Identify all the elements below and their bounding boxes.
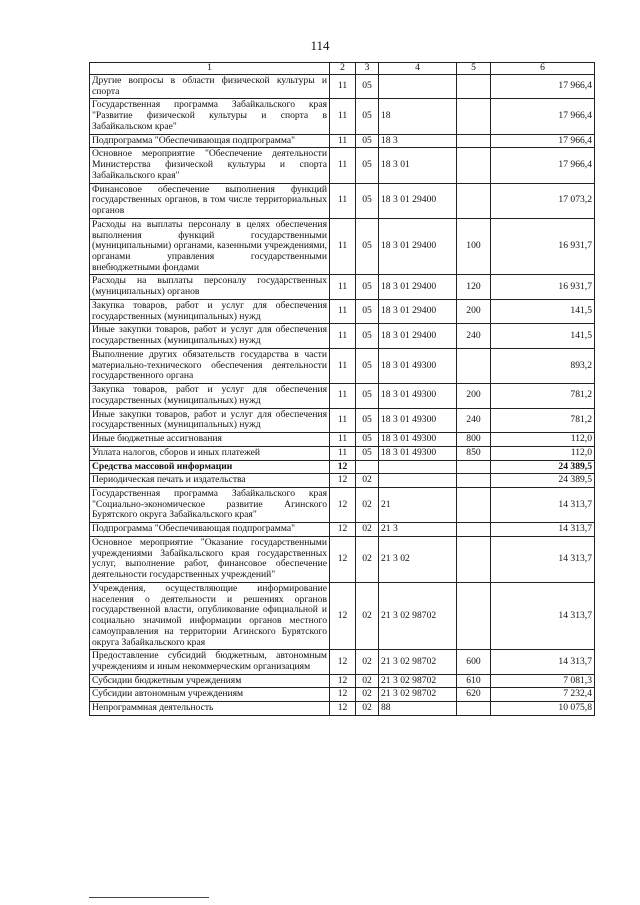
row-target-code-cell: 21 3 02 bbox=[379, 536, 457, 582]
row-section-cell: 12 bbox=[330, 688, 356, 702]
row-expense-type-cell: 620 bbox=[457, 688, 491, 702]
row-name-cell: Средства массовой информации bbox=[90, 460, 330, 474]
row-name-cell: Государственная программа Забайкальского края "Социально-экономическое развитие Агинского Бурятского округа Забайкальского края" bbox=[90, 487, 330, 522]
row-expense-type-cell: 100 bbox=[457, 218, 491, 275]
row-amount-cell: 17 073,2 bbox=[491, 183, 595, 218]
table-row bbox=[90, 384, 595, 408]
row-name-cell: Подпрограмма "Обеспечивающая подпрограмма" bbox=[90, 523, 330, 537]
row-subsection-cell: 02 bbox=[356, 536, 379, 582]
page-number: 114 bbox=[310, 38, 330, 53]
row-target-code-cell: 18 3 01 29400 bbox=[379, 218, 457, 275]
row-name-cell: Финансовое обеспечение выполнения функций государственных органов, в том числе территориальных органов bbox=[90, 183, 330, 218]
table-row bbox=[90, 348, 595, 383]
row-amount-cell: 17 966,4 bbox=[491, 99, 595, 134]
row-amount-cell: 893,2 bbox=[491, 348, 595, 383]
row-section-cell: 11 bbox=[330, 433, 356, 447]
table-row bbox=[90, 148, 595, 183]
row-amount-cell: 112,0 bbox=[491, 446, 595, 460]
row-amount-cell: 14 313,7 bbox=[491, 582, 595, 649]
row-name-cell: Субсидии бюджетным учреждениям bbox=[90, 674, 330, 688]
header-col-2: 2 bbox=[330, 63, 356, 75]
row-target-code-cell: 21 3 02 98702 bbox=[379, 688, 457, 702]
row-expense-type-cell bbox=[457, 348, 491, 383]
row-amount-cell: 17 966,4 bbox=[491, 134, 595, 148]
row-subsection-cell: 02 bbox=[356, 582, 379, 649]
row-target-code-cell: 18 3 01 49300 bbox=[379, 384, 457, 408]
header-col-6: 6 bbox=[491, 63, 595, 75]
row-amount-cell: 141,5 bbox=[491, 299, 595, 323]
row-expense-type-cell bbox=[457, 148, 491, 183]
table-row bbox=[90, 183, 595, 218]
row-name-cell: Закупка товаров, работ и услуг для обеспечения государственных (муниципальных) нужд bbox=[90, 384, 330, 408]
row-expense-type-cell bbox=[457, 75, 491, 99]
row-section-cell: 11 bbox=[330, 446, 356, 460]
table-row bbox=[90, 99, 595, 134]
row-section-cell: 11 bbox=[330, 408, 356, 432]
table-row bbox=[90, 408, 595, 432]
row-expense-type-cell: 120 bbox=[457, 275, 491, 299]
row-expense-type-cell bbox=[457, 134, 491, 148]
row-section-cell: 12 bbox=[330, 460, 356, 474]
row-amount-cell: 17 966,4 bbox=[491, 148, 595, 183]
table-row bbox=[90, 299, 595, 323]
table-row bbox=[90, 218, 595, 275]
row-target-code-cell: 88 bbox=[379, 702, 457, 716]
row-amount-cell: 112,0 bbox=[491, 433, 595, 447]
row-name-cell: Расходы на выплаты персоналу в целях обеспечения выполнения функций государственными (муниципальными) органами, казенными учреждениями, органами управления государственными внебюджетными фондами bbox=[90, 218, 330, 275]
row-section-cell: 12 bbox=[330, 702, 356, 716]
row-section-cell: 12 bbox=[330, 523, 356, 537]
row-subsection-cell: 05 bbox=[356, 148, 379, 183]
row-subsection-cell: 05 bbox=[356, 275, 379, 299]
row-subsection-cell: 02 bbox=[356, 523, 379, 537]
row-target-code-cell bbox=[379, 460, 457, 474]
row-amount-cell: 7 081,3 bbox=[491, 674, 595, 688]
row-target-code-cell: 18 3 01 49300 bbox=[379, 433, 457, 447]
row-amount-cell: 781,2 bbox=[491, 384, 595, 408]
row-amount-cell: 14 313,7 bbox=[491, 650, 595, 674]
row-expense-type-cell: 800 bbox=[457, 433, 491, 447]
table-row bbox=[90, 582, 595, 649]
row-subsection-cell: 05 bbox=[356, 408, 379, 432]
row-name-cell: Подпрограмма "Обеспечивающая подпрограмма" bbox=[90, 134, 330, 148]
footnote-divider bbox=[89, 897, 209, 898]
row-section-cell: 12 bbox=[330, 536, 356, 582]
row-target-code-cell: 21 3 02 98702 bbox=[379, 650, 457, 674]
row-expense-type-cell bbox=[457, 460, 491, 474]
row-expense-type-cell bbox=[457, 702, 491, 716]
row-amount-cell: 10 075,8 bbox=[491, 702, 595, 716]
row-subsection-cell: 05 bbox=[356, 446, 379, 460]
row-subsection-cell: 05 bbox=[356, 299, 379, 323]
row-name-cell: Непрограммная деятельность bbox=[90, 702, 330, 716]
table-row bbox=[90, 536, 595, 582]
row-section-cell: 11 bbox=[330, 348, 356, 383]
table-row bbox=[90, 650, 595, 674]
row-amount-cell: 16 931,7 bbox=[491, 218, 595, 275]
row-target-code-cell: 21 3 02 98702 bbox=[379, 674, 457, 688]
row-expense-type-cell: 240 bbox=[457, 408, 491, 432]
row-expense-type-cell bbox=[457, 536, 491, 582]
row-section-cell: 12 bbox=[330, 487, 356, 522]
row-target-code-cell: 18 3 01 29400 bbox=[379, 299, 457, 323]
row-name-cell: Учреждения, осуществляющие информирование населения о деятельности и решениях органов государственной власти, опубликование официальной и социально значимой информации органов местного самоуправления на территории Агинского Бурятского округа Забайкальского края bbox=[90, 582, 330, 649]
row-section-cell: 11 bbox=[330, 75, 356, 99]
row-name-cell: Расходы на выплаты персоналу государственных (муниципальных) органов bbox=[90, 275, 330, 299]
row-target-code-cell: 18 3 01 49300 bbox=[379, 446, 457, 460]
row-section-cell: 12 bbox=[330, 474, 356, 488]
table-row bbox=[90, 474, 595, 488]
row-target-code-cell: 21 bbox=[379, 487, 457, 522]
row-name-cell: Основное мероприятие "Оказание государственными учреждениями Забайкальского края государственных услуг, выполнение работ, финансовое обеспечение деятельности государственных учреждений" bbox=[90, 536, 330, 582]
row-name-cell: Государственная программа Забайкальского края "Развитие физической культуры и спорта в Забайкальском крае" bbox=[90, 99, 330, 134]
row-subsection-cell: 02 bbox=[356, 688, 379, 702]
table-row bbox=[90, 446, 595, 460]
row-name-cell: Иные закупки товаров, работ и услуг для обеспечения государственных (муниципальных) нужд bbox=[90, 408, 330, 432]
row-subsection-cell: 05 bbox=[356, 324, 379, 348]
row-name-cell: Субсидии автономным учреждениям bbox=[90, 688, 330, 702]
row-amount-cell: 14 313,7 bbox=[491, 487, 595, 522]
table-row bbox=[90, 134, 595, 148]
table-row bbox=[90, 702, 595, 716]
row-subsection-cell: 05 bbox=[356, 433, 379, 447]
row-target-code-cell: 18 3 01 bbox=[379, 148, 457, 183]
row-expense-type-cell: 850 bbox=[457, 446, 491, 460]
row-subsection-cell: 05 bbox=[356, 218, 379, 275]
row-section-cell: 11 bbox=[330, 384, 356, 408]
row-section-cell: 11 bbox=[330, 134, 356, 148]
row-section-cell: 11 bbox=[330, 183, 356, 218]
row-subsection-cell: 05 bbox=[356, 348, 379, 383]
row-name-cell: Предоставление субсидий бюджетным, автономным учреждениям и иным некоммерческим организациям bbox=[90, 650, 330, 674]
row-subsection-cell: 05 bbox=[356, 384, 379, 408]
row-subsection-cell: 02 bbox=[356, 474, 379, 488]
row-target-code-cell: 18 3 01 29400 bbox=[379, 183, 457, 218]
row-name-cell: Закупка товаров, работ и услуг для обеспечения государственных (муниципальных) нужд bbox=[90, 299, 330, 323]
row-target-code-cell: 18 3 01 29400 bbox=[379, 324, 457, 348]
table-row bbox=[90, 523, 595, 537]
header-col-3: 3 bbox=[356, 63, 379, 75]
row-expense-type-cell bbox=[457, 523, 491, 537]
row-subsection-cell: 02 bbox=[356, 702, 379, 716]
row-section-cell: 11 bbox=[330, 324, 356, 348]
row-subsection-cell: 02 bbox=[356, 650, 379, 674]
row-expense-type-cell: 200 bbox=[457, 299, 491, 323]
row-target-code-cell: 18 3 01 49300 bbox=[379, 408, 457, 432]
table-row bbox=[90, 674, 595, 688]
row-section-cell: 12 bbox=[330, 674, 356, 688]
table-row bbox=[90, 688, 595, 702]
row-target-code-cell: 18 3 01 29400 bbox=[379, 275, 457, 299]
table-row bbox=[90, 487, 595, 522]
row-expense-type-cell bbox=[457, 99, 491, 134]
row-subsection-cell: 05 bbox=[356, 75, 379, 99]
row-expense-type-cell: 240 bbox=[457, 324, 491, 348]
row-amount-cell: 24 389,5 bbox=[491, 474, 595, 488]
budget-table bbox=[89, 62, 595, 716]
row-amount-cell: 17 966,4 bbox=[491, 75, 595, 99]
row-section-cell: 11 bbox=[330, 299, 356, 323]
row-target-code-cell: 21 3 bbox=[379, 523, 457, 537]
row-name-cell: Уплата налогов, сборов и иных платежей bbox=[90, 446, 330, 460]
row-expense-type-cell bbox=[457, 183, 491, 218]
row-name-cell: Иные закупки товаров, работ и услуг для обеспечения государственных (муниципальных) нужд bbox=[90, 324, 330, 348]
row-section-cell: 11 bbox=[330, 275, 356, 299]
row-name-cell: Основное мероприятие "Обеспечение деятельности Министерства физической культуры и спорта Забайкальского края" bbox=[90, 148, 330, 183]
row-amount-cell: 24 389,5 bbox=[491, 460, 595, 474]
row-amount-cell: 141,5 bbox=[491, 324, 595, 348]
table-header-row bbox=[90, 63, 595, 75]
row-expense-type-cell bbox=[457, 582, 491, 649]
row-amount-cell: 14 313,7 bbox=[491, 523, 595, 537]
row-name-cell: Другие вопросы в области физической культуры и спорта bbox=[90, 75, 330, 99]
row-target-code-cell: 18 bbox=[379, 99, 457, 134]
row-subsection-cell: 05 bbox=[356, 183, 379, 218]
row-expense-type-cell bbox=[457, 474, 491, 488]
row-target-code-cell bbox=[379, 75, 457, 99]
row-amount-cell: 781,2 bbox=[491, 408, 595, 432]
header-col-5: 5 bbox=[457, 63, 491, 75]
table-row bbox=[90, 275, 595, 299]
row-expense-type-cell: 600 bbox=[457, 650, 491, 674]
row-target-code-cell: 21 3 02 98702 bbox=[379, 582, 457, 649]
row-amount-cell: 14 313,7 bbox=[491, 536, 595, 582]
table-body bbox=[90, 75, 595, 716]
row-subsection-cell: 05 bbox=[356, 99, 379, 134]
table-row bbox=[90, 75, 595, 99]
row-subsection-cell bbox=[356, 460, 379, 474]
row-subsection-cell: 05 bbox=[356, 134, 379, 148]
row-target-code-cell: 18 3 bbox=[379, 134, 457, 148]
row-name-cell: Периодическая печать и издательства bbox=[90, 474, 330, 488]
header-col-4: 4 bbox=[379, 63, 457, 75]
row-section-cell: 12 bbox=[330, 582, 356, 649]
row-amount-cell: 7 232,4 bbox=[491, 688, 595, 702]
row-expense-type-cell: 200 bbox=[457, 384, 491, 408]
table-row bbox=[90, 460, 595, 474]
row-section-cell: 12 bbox=[330, 650, 356, 674]
row-target-code-cell: 18 3 01 49300 bbox=[379, 348, 457, 383]
table-row bbox=[90, 433, 595, 447]
row-subsection-cell: 02 bbox=[356, 674, 379, 688]
row-name-cell: Выполнение других обязательств государства в части материально-технического обеспечения деятельности государственного органа bbox=[90, 348, 330, 383]
row-name-cell: Иные бюджетные ассигнования bbox=[90, 433, 330, 447]
row-expense-type-cell: 610 bbox=[457, 674, 491, 688]
row-section-cell: 11 bbox=[330, 148, 356, 183]
table-row bbox=[90, 324, 595, 348]
header-col-1: 1 bbox=[90, 63, 330, 75]
row-subsection-cell: 02 bbox=[356, 487, 379, 522]
row-section-cell: 11 bbox=[330, 99, 356, 134]
row-section-cell: 11 bbox=[330, 218, 356, 275]
row-target-code-cell bbox=[379, 474, 457, 488]
row-expense-type-cell bbox=[457, 487, 491, 522]
row-amount-cell: 16 931,7 bbox=[491, 275, 595, 299]
